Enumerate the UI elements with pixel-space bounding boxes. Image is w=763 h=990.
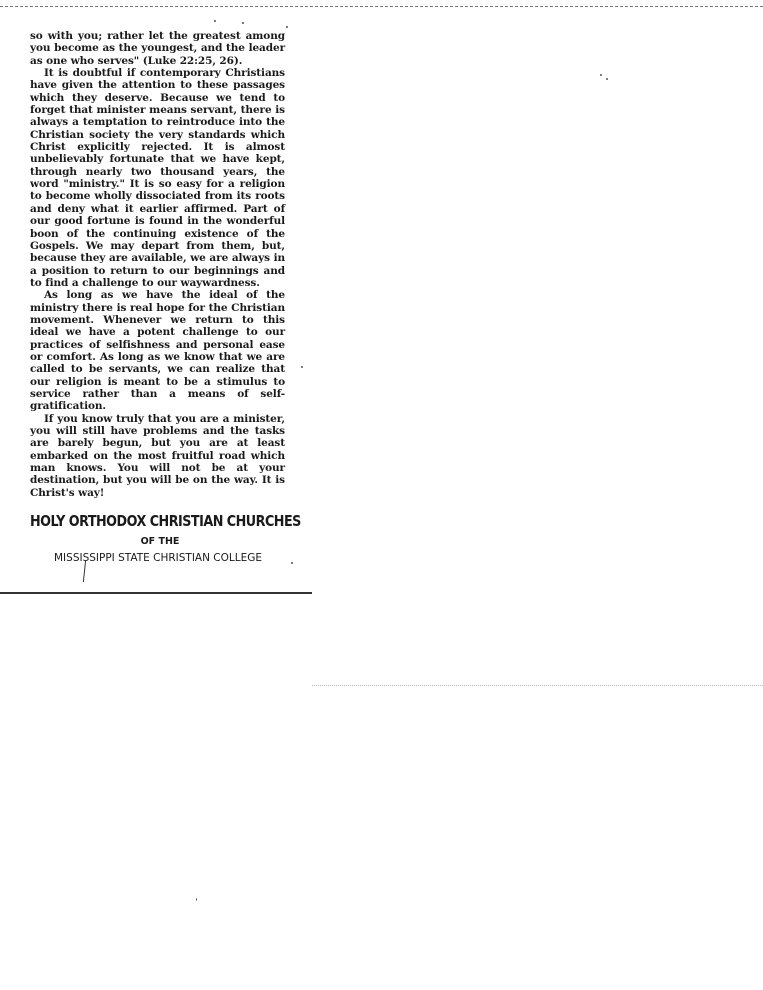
college-name: MISSISSIPPI STATE CHRISTIAN COLLEGE (54, 552, 262, 564)
article-paragraph-4: If you know truly that you are a minister, you will still have problems and the tasks are barely begun, but you are at least embarked on the most fruitful road which man knows. You will not be at your destination, but you will be on the way. It is Christ's way! (30, 412, 285, 499)
of-the-label: OF THE (140, 536, 180, 547)
scan-speck (214, 20, 216, 22)
article-column (30, 30, 285, 499)
scan-speck (291, 562, 293, 564)
scan-speck (286, 26, 288, 28)
scan-speck (196, 898, 197, 901)
signature-block (30, 512, 301, 564)
faint-dotted-line (312, 685, 763, 686)
scan-speck (301, 366, 303, 368)
scan-speck (606, 78, 608, 80)
article-paragraph-2: It is doubtful if contemporary Christians have given the attention to these passages which they deserve. Because we tend to forget that minister means servant, there is always a temptation to reintroduce into the Christian society the very standards which Christ explicitly rejected. It is almost unbelievably fortunate that we have kept, through nearly two thousand years, the word "ministry." It is so easy for a religion to become wholly dissociated from its roots and deny what it earlier affirmed. Part of our good fortune is found in the wonderful boon of the continuing existence of the Gospels. We may depart from them, but, because they are available, we are always in a position to return to our beginnings and to find a challenge to our waywardness. (30, 67, 285, 289)
scan-speck (600, 74, 602, 76)
article-paragraph-3: As long as we have the ideal of the ministry there is real hope for the Christian movement. Whenever we return to this ideal we have a potent challenge to our practices of selfishness and personal ease or comfort. As long as we know that we are called to be servants, we can realize that our religion is meant to be a stimulus to service rather than a means of self-gratification. (30, 289, 285, 413)
scan-speck (242, 22, 244, 24)
top-dashed-rule (0, 6, 763, 7)
bottom-rule (0, 592, 312, 594)
article-paragraph-1: so with you; rather let the greatest among you become as the youngest, and the leader as one who serves" (Luke 22:25, 26). (30, 30, 285, 67)
church-name-heading: HOLY ORTHODOX CHRISTIAN CHURCHES (30, 512, 301, 530)
